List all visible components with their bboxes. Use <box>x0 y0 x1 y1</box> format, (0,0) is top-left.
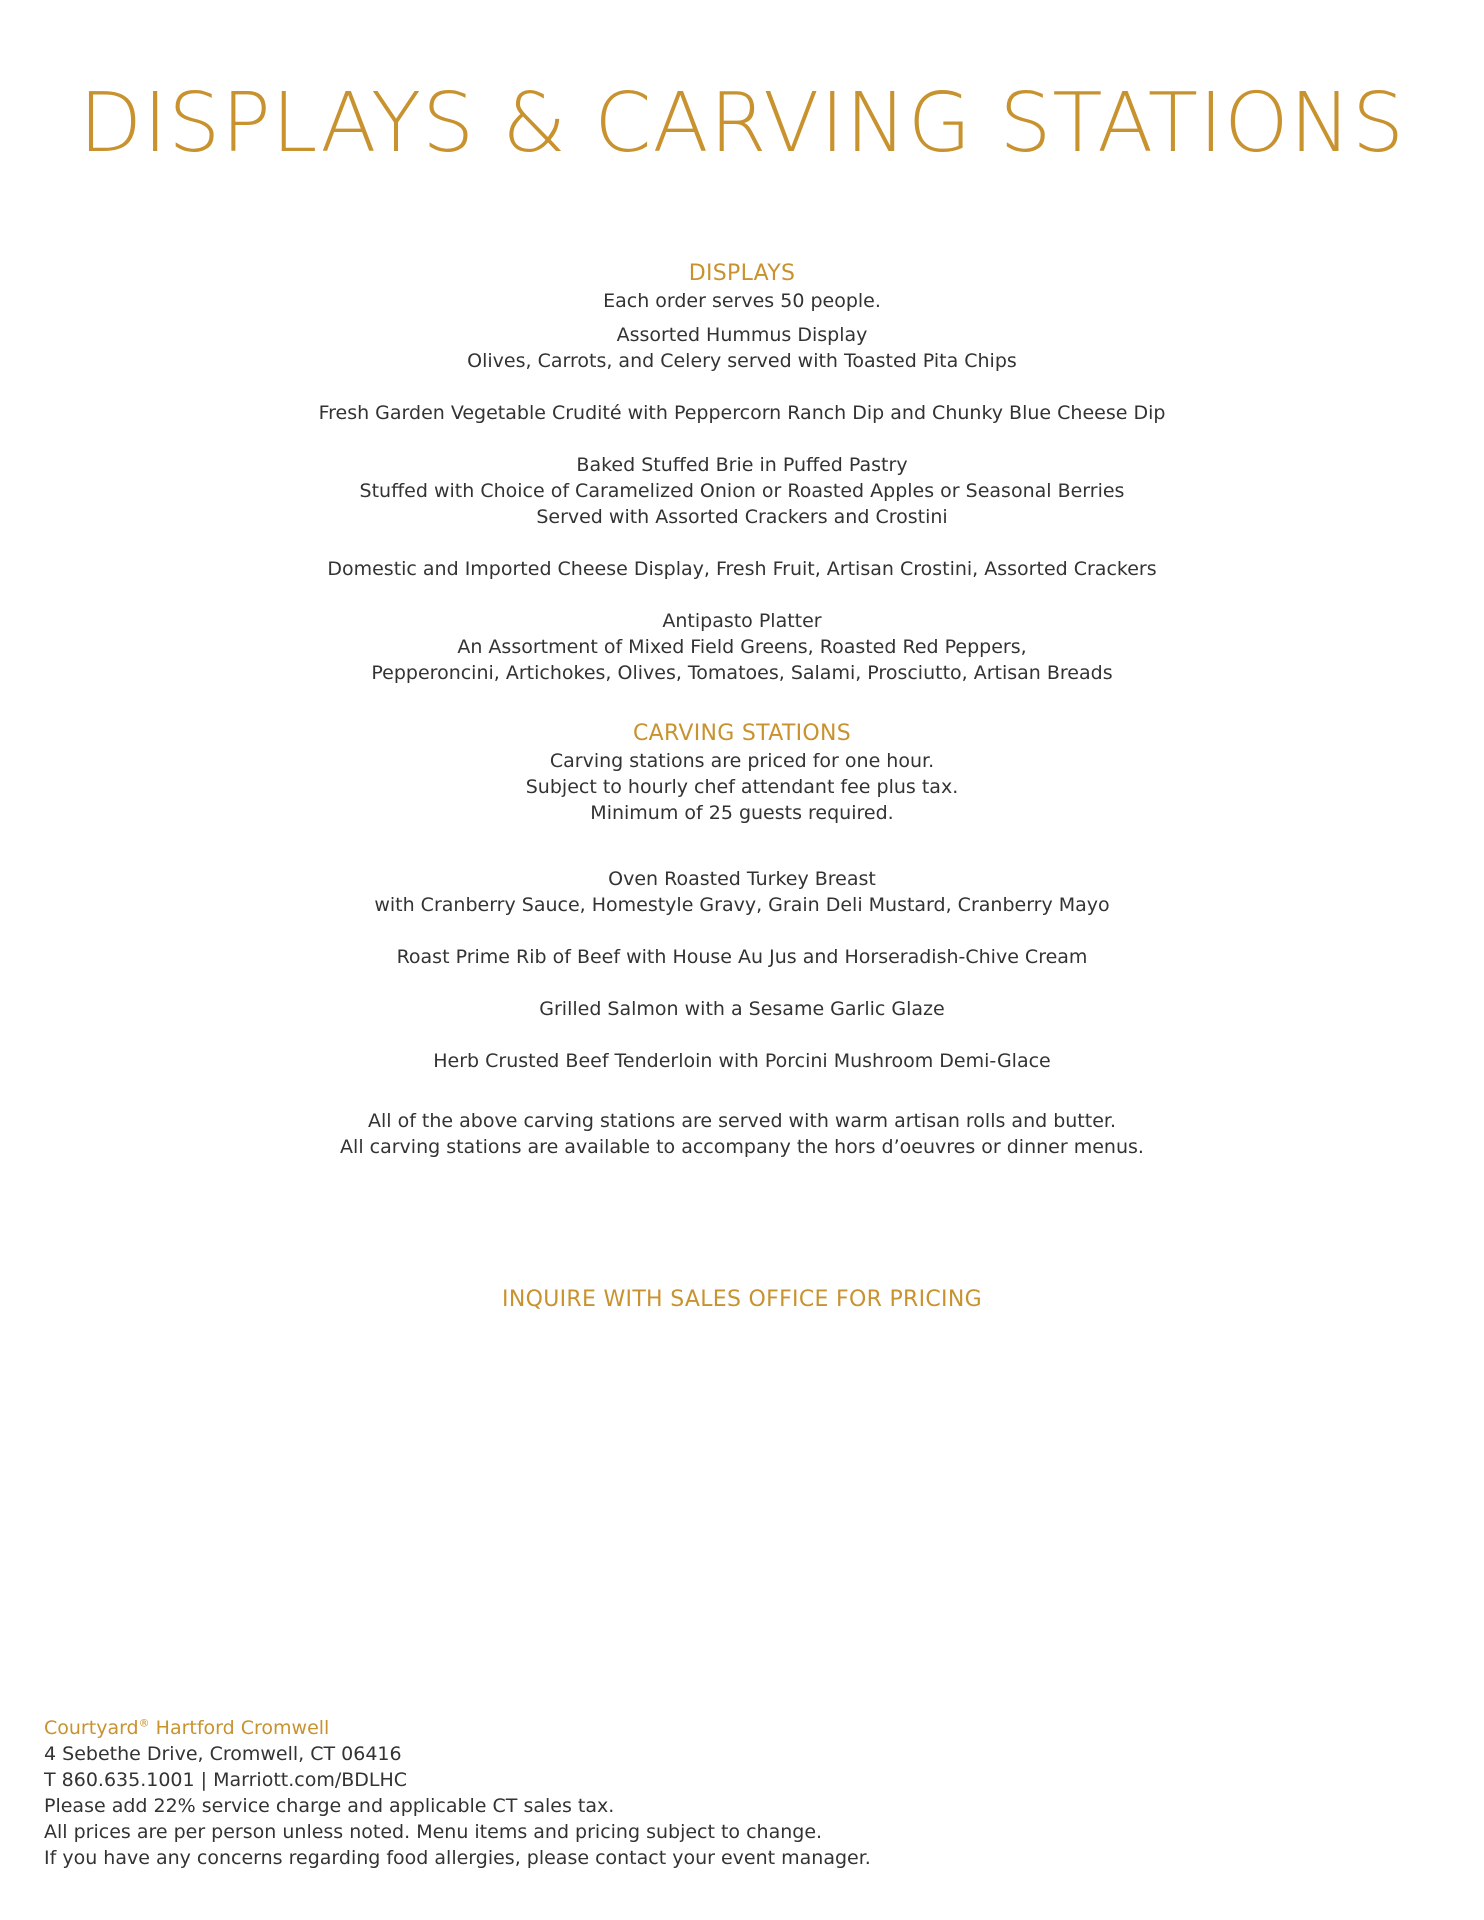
carving-item-prime-rib <box>0 944 1484 970</box>
menu-item-line: with Cranberry Sauce, Homestyle Gravy, Grain Deli Mustard, Cranberry Mayo <box>374 894 1110 916</box>
hotel-contact: T 860.635.1001 | Marriott.com/BDLHC <box>44 1769 408 1791</box>
carving-note-line: All of the above carving stations are served with warm artisan rolls and butter. <box>367 1110 1117 1132</box>
carving-intro-line: Minimum of 25 guests required. <box>590 802 894 824</box>
carving-intro-line: Subject to hourly chef attendant fee plus tax. <box>525 776 959 798</box>
carving-notes <box>0 1108 1484 1160</box>
carving-heading: CARVING STATIONS <box>632 721 852 746</box>
pricing-note: All prices are per person unless noted. Menu items and pricing subject to change. <box>44 1821 823 1843</box>
carving-note-line: All carving stations are available to accompany the hors d’oeuvres or dinner menus. <box>340 1136 1144 1158</box>
inquire-pricing-note: INQUIRE WITH SALES OFFICE FOR PRICING <box>502 1287 982 1312</box>
display-item-hummus <box>0 322 1484 374</box>
menu-item-line: An Assortment of Mixed Field Greens, Roasted Red Peppers, <box>457 636 1027 658</box>
brand-name: Courtyard <box>44 1717 139 1739</box>
menu-item-line: Served with Assorted Crackers and Crostini <box>536 506 948 528</box>
menu-item-line: Domestic and Imported Cheese Display, Fresh Fruit, Artisan Crostini, Assorted Crackers <box>327 558 1157 580</box>
carving-item-turkey <box>0 866 1484 918</box>
menu-item-line: Grilled Salmon with a Sesame Garlic Glaze <box>539 998 945 1020</box>
menu-item-line: Baked Stuffed Brie in Puffed Pastry <box>576 454 908 476</box>
service-charge-note: Please add 22% service charge and applicable CT sales tax. <box>44 1795 615 1817</box>
menu-item-line: Fresh Garden Vegetable Crudité with Peppercorn Ranch Dip and Chunky Blue Cheese Dip <box>318 402 1166 424</box>
page-title: DISPLAYS & CARVING STATIONS <box>78 76 1406 171</box>
carving-intro-line: Carving stations are priced for one hour. <box>549 750 935 772</box>
hotel-name <box>44 1715 1144 1741</box>
menu-content <box>0 260 1484 1160</box>
display-item-crudite <box>0 400 1484 426</box>
menu-item-line: Assorted Hummus Display <box>616 324 868 346</box>
carving-item-tenderloin <box>0 1048 1484 1074</box>
footer <box>44 1715 1144 1871</box>
menu-item-line: Roast Prime Rib of Beef with House Au Jus and Horseradish-Chive Cream <box>396 946 1088 968</box>
menu-item-line: Oven Roasted Turkey Breast <box>608 868 876 890</box>
menu-item-line: Olives, Carrots, and Celery served with Toasted Pita Chips <box>467 350 1017 372</box>
carving-intro <box>0 748 1484 826</box>
display-item-antipasto <box>0 608 1484 686</box>
menu-item-line: Herb Crusted Beef Tenderloin with Porcini Mushroom Demi-Glace <box>433 1050 1051 1072</box>
menu-item-line: Stuffed with Choice of Caramelized Onion or Roasted Apples or Seasonal Berries <box>359 480 1125 502</box>
menu-item-line: Pepperoncini, Artichokes, Olives, Tomatoes, Salami, Prosciutto, Artisan Breads <box>371 662 1113 684</box>
display-item-cheese <box>0 556 1484 582</box>
displays-heading: DISPLAYS <box>688 261 796 286</box>
hotel-address: 4 Sebethe Drive, Cromwell, CT 06416 <box>44 1743 402 1765</box>
menu-item-line: Antipasto Platter <box>662 610 822 632</box>
display-item-brie <box>0 452 1484 530</box>
allergy-note: If you have any concerns regarding food allergies, please contact your event manager. <box>44 1847 871 1869</box>
carving-item-salmon <box>0 996 1484 1022</box>
registered-mark: ® <box>138 1716 150 1730</box>
displays-intro: Each order serves 50 people. <box>603 290 881 312</box>
brand-location: Hartford Cromwell <box>149 1717 330 1739</box>
